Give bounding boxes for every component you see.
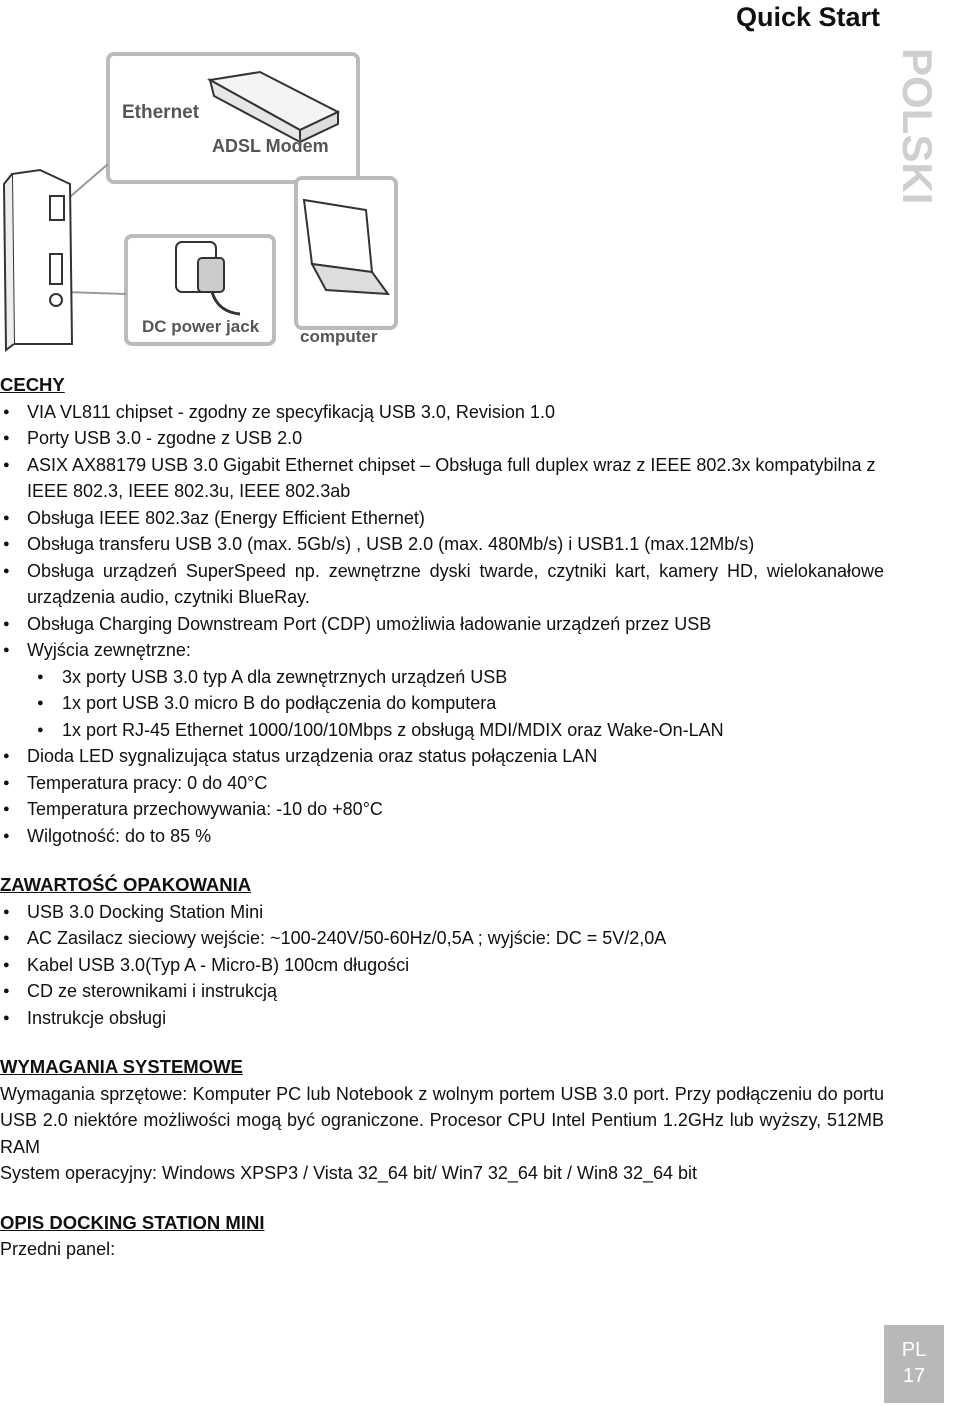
side-label-text: POLSKI xyxy=(893,48,941,205)
output-item: ● 1x port RJ-45 Ethernet 1000/100/10Mbps z obsługą MDI/MDIX oraz Wake-On-LAN xyxy=(0,717,884,744)
package-item: ● Instrukcje obsługi xyxy=(0,1005,884,1032)
page-number: 17 xyxy=(902,1365,926,1387)
feature-item: ● VIA VL811 chipset - zgodny ze specyfikacją USB 3.0, Revision 1.0 xyxy=(0,399,884,426)
feature-item: ● Wyjścia zewnętrzne: xyxy=(0,637,884,664)
package-item: ● CD ze sterownikami i instrukcją xyxy=(0,978,884,1005)
hardware-requirements: Wymagania sprzętowe: Komputer PC lub Notebook z wolnym portem USB 3.0 port. Przy podłączeniu do portu USB 2.0 niektóre możliwości mogą być ograniczone. Procesor CPU Intel Pentium 1.2GHz lub wyższy, 512MB RAM xyxy=(0,1083,884,1157)
modem-label: ADSL Modem xyxy=(212,136,329,156)
outputs-sub-list xyxy=(0,664,884,744)
features-heading: CECHY xyxy=(0,374,65,395)
front-panel-label: Przedni panel: xyxy=(0,1239,116,1259)
page-number-badge xyxy=(884,1325,944,1403)
package-item: ● USB 3.0 Docking Station Mini xyxy=(0,899,884,926)
feature-item: ● ASIX AX88179 USB 3.0 Gigabit Ethernet chipset – Obsługa full duplex wraz z IEEE 802.3x kompatybilna z IEEE 802.3, IEEE 802.3u, IEEE 802.3ab xyxy=(0,452,884,505)
page-header-title: Quick Start xyxy=(735,2,880,32)
computer-label: computer xyxy=(300,327,378,346)
feature-item: ● Obsługa urządzeń SuperSpeed np. zewnętrzne dyski twarde, czytniki kart, kamery HD, wielokanałowe urządzenia audio, czytniki BlueRay. xyxy=(0,558,884,611)
feature-item: ● Obsługa Charging Downstream Port (CDP) umożliwia ładowanie urządzeń przez USB xyxy=(0,611,884,638)
feature-item: ● Obsługa transferu USB 3.0 (max. 5Gb/s) , USB 2.0 (max. 480Mb/s) i USB1.1 (max.12Mb/s) xyxy=(0,531,884,558)
page-language-code: PL xyxy=(901,1339,927,1361)
connection-diagram xyxy=(0,44,400,364)
feature-item: ● Porty USB 3.0 - zgodne z USB 2.0 xyxy=(0,425,884,452)
feature-item: ● Obsługa IEEE 802.3az (Energy Efficient Ethernet) xyxy=(0,505,884,532)
requirements-heading: WYMAGANIA SYSTEMOWE xyxy=(0,1056,243,1077)
os-requirements: System operacyjny: Windows XPSP3 / Vista 32_64 bit/ Win7 32_64 bit / Win8 32_64 bit xyxy=(0,1163,698,1183)
connection-diagram-svg xyxy=(0,44,400,364)
output-item: ● 1x port USB 3.0 micro B do podłączenia do komputera xyxy=(0,690,884,717)
feature-item: ● Temperatura pracy: 0 do 40°C xyxy=(0,770,884,797)
package-list xyxy=(0,899,884,1032)
description-heading: OPIS DOCKING STATION MINI xyxy=(0,1211,265,1233)
power-adapter-drawing xyxy=(198,258,224,292)
feature-item: ● Temperatura przechowywania: -10 do +80°C xyxy=(0,796,884,823)
features-list xyxy=(0,399,884,664)
laptop-screen-drawing xyxy=(304,200,372,272)
feature-item: ● Dioda LED sygnalizująca status urządzenia oraz status połączenia LAN xyxy=(0,743,884,770)
manual-content xyxy=(0,372,884,1263)
language-side-label xyxy=(884,46,944,216)
package-heading: ZAWARTOŚĆ OPAKOWANIA xyxy=(0,874,252,895)
package-item: ● Kabel USB 3.0(Typ A - Micro-B) 100cm długości xyxy=(0,952,884,979)
power-label: DC power jack xyxy=(142,317,260,336)
features-list-continued xyxy=(0,743,884,849)
feature-item: ● Wilgotność: do to 85 % xyxy=(0,823,884,850)
package-item: ● AC Zasilacz sieciowy wejście: ~100-240V/50-60Hz/0,5A ; wyjście: DC = 5V/2,0A xyxy=(0,925,884,952)
output-item: ● 3x porty USB 3.0 typ A dla zewnętrznych urządzeń USB xyxy=(0,664,884,691)
ethernet-label: Ethernet xyxy=(122,102,200,123)
